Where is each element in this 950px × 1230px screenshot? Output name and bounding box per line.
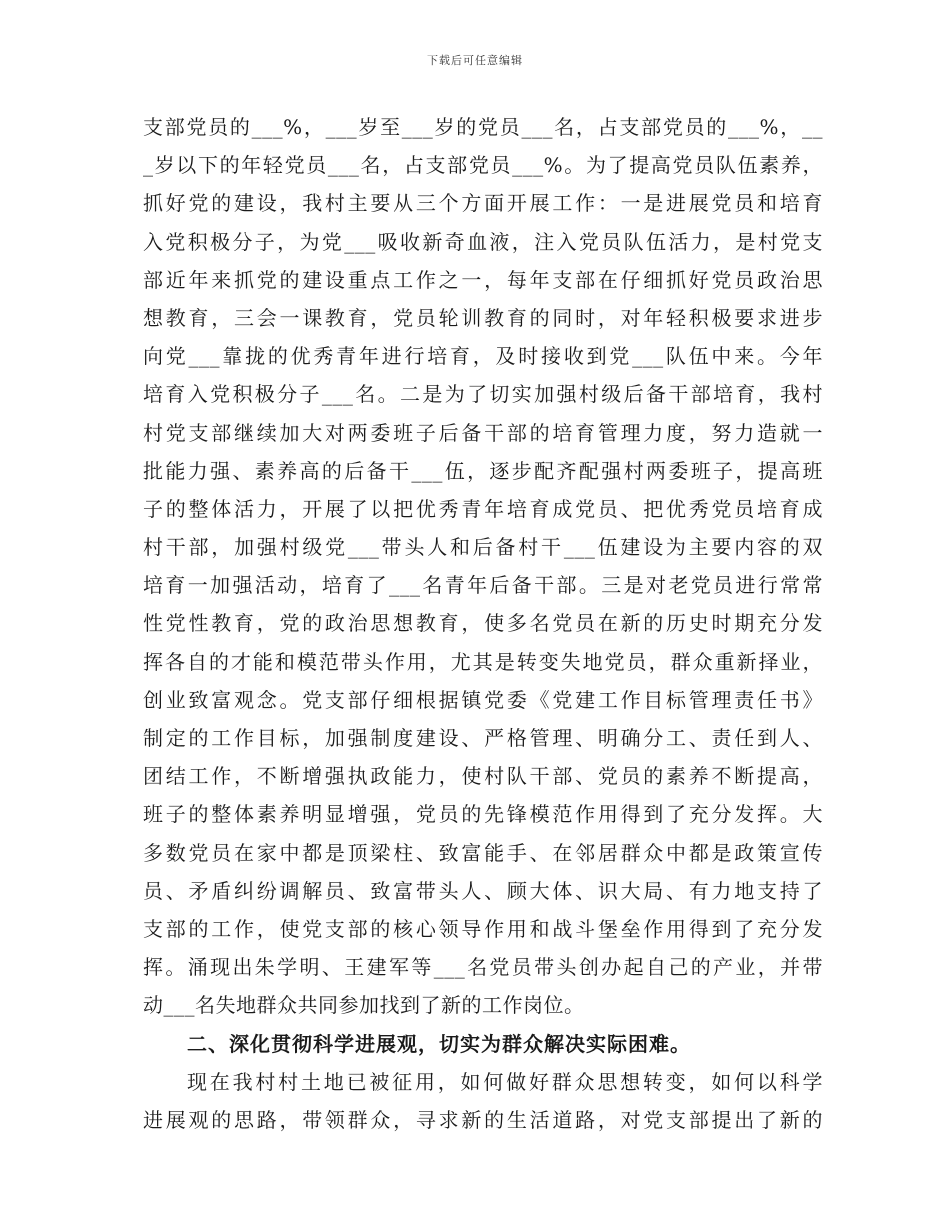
- text-line: 动___名失地群众共同参加找到了新的工作岗位。: [143, 993, 585, 1018]
- text-line: 培育入党积极分子___名。二是为了切实加强村级后备干部培育，我村: [143, 382, 823, 407]
- text-line: 入党积极分子，为党___吸收新奇血液，注入党员队伍活力，是村党支: [143, 229, 823, 254]
- text-line: 支部的工作，使党支部的核心领导作用和战斗堡垒作用得到了充分发: [143, 916, 823, 941]
- text-line: 制定的工作目标，加强制度建设、严格管理、明确分工、责任到人、: [143, 726, 823, 750]
- text-line: 挥各自的才能和模范带头作用，尤其是转变失地党员，群众重新择业，: [143, 649, 823, 674]
- document-body: [143, 108, 823, 1139]
- text-line: 进展观的思路，带领群众，寻求新的生活道路，对党支部提出了新的: [143, 1107, 823, 1132]
- text-line: 村党支部继续加大对两委班子后备干部的培育管理力度，努力造就一: [143, 420, 823, 445]
- text-line: 创业致富观念。党支部仔细根据镇党委《党建工作目标管理责任书》: [143, 687, 823, 712]
- text-line: 部近年来抓党的建设重点工作之一，每年支部在仔细抓好党员政治思: [143, 267, 823, 292]
- text-line: 挥。涌现出朱学明、王建军等___名党员带头创办起自己的产业，并带: [143, 955, 823, 980]
- page-header: 下载后可任意编辑: [427, 54, 523, 67]
- text-line: 性党性教育，党的政治思想教育，使多名党员在新的历史时期充分发: [143, 611, 823, 636]
- text-line: 员、矛盾纠纷调解员、致富带头人、顾大体、识大局、有力地支持了: [143, 878, 823, 903]
- text-line: 班子的整体素养明显增强，党员的先锋模范作用得到了充分发挥。大: [143, 802, 823, 827]
- paragraph-party-building: [143, 108, 823, 1025]
- text-line: 批能力强、素养高的后备干___伍，逐步配齐配强村两委班子，提高班: [143, 458, 823, 483]
- text-line: 多数党员在家中都是顶梁柱、致富能手、在邻居群众中都是政策宣传: [143, 840, 823, 865]
- text-line: _岁以下的年轻党员___名，占支部党员___%。为了提高党员队伍素养，: [143, 153, 823, 178]
- text-line: 抓好党的建设，我村主要从三个方面开展工作：一是进展党员和培育: [143, 191, 823, 216]
- text-line: 团结工作，不断增强执政能力，使村队干部、党员的素养不断提高，: [143, 764, 823, 789]
- paragraph-scientific-development: [143, 1063, 823, 1139]
- text-line: 向党___靠拢的优秀青年进行培育，及时接收到党___队伍中来。今年: [143, 344, 823, 369]
- text-line: 想教育，三会一课教育，党员轮训教育的同时，对年轻积极要求进步: [143, 305, 823, 330]
- text-line: 支部党员的___%，___岁至___岁的党员___名，占支部党员的___%，__: [143, 115, 823, 139]
- text-line: 子的整体活力，开展了以把优秀青年培育成党员、把优秀党员培育成: [143, 496, 823, 521]
- text-line: 现在我村村土地已被征用，如何做好群众思想转变，如何以科学: [187, 1069, 823, 1094]
- section-heading: 二、深化贯彻科学进展观，切实为群众解决实际困难。: [187, 1031, 691, 1056]
- text-line: 培育一加强活动，培育了___名青年后备干部。三是对老党员进行常常: [143, 573, 823, 598]
- text-line: 村干部，加强村级党___带头人和后备村干___伍建设为主要内容的双: [143, 535, 823, 560]
